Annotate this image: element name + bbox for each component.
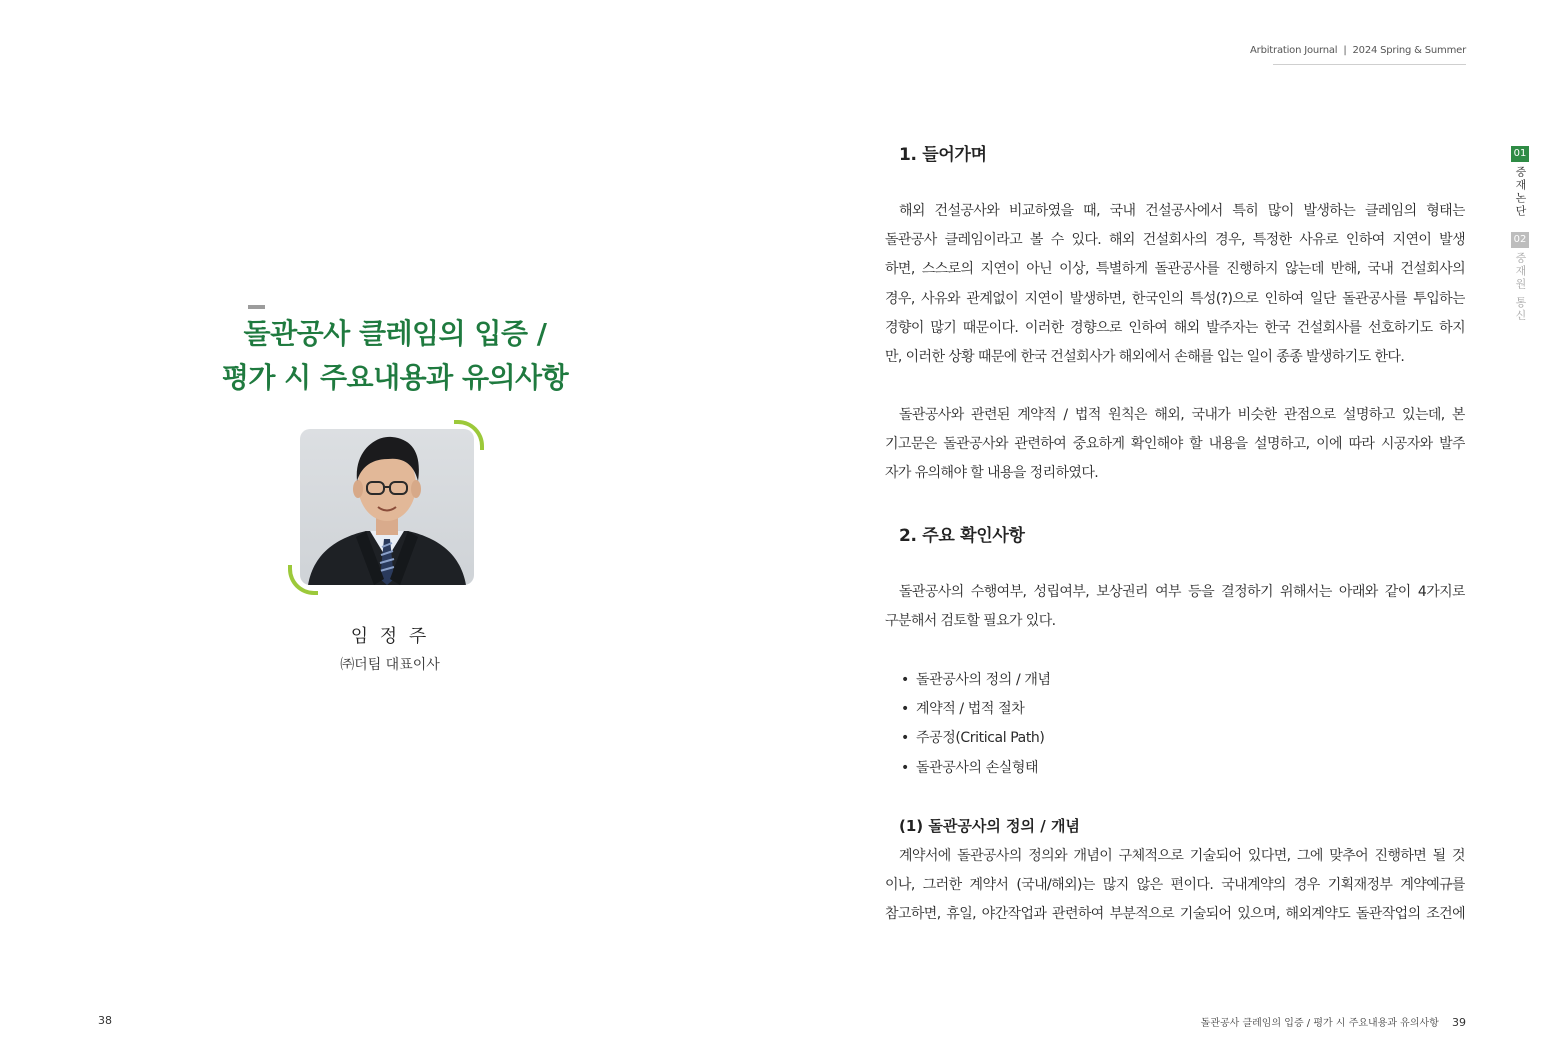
- list-item: • 돌관공사의 정의 / 개념: [901, 666, 1051, 695]
- running-header: [1250, 45, 1466, 56]
- list-item: • 돌관공사의 손실형태: [901, 754, 1051, 783]
- author-portrait-icon: [300, 429, 474, 585]
- paragraph-line: 돌관공사와 관련된 계약적 / 법적 원칙은 해외, 국내가 비슷한 관점으로 설명하고 있는데, 본: [899, 407, 1465, 423]
- article-title-line: 평가 시 주요내용과 유의사항: [221, 361, 569, 394]
- paragraph-line: 기고문은 돌관공사와 관련하여 중요하게 확인해야 할 내용을 설명하고, 이에 따라 시공자와 발주: [885, 436, 1465, 453]
- sub-heading: (1) 돌관공사의 정의 / 개념: [899, 817, 1080, 835]
- side-tab-label: 중재논단: [1514, 166, 1527, 218]
- article-title-line: 돌관공사 클레임의 입증 /: [243, 317, 547, 350]
- paragraph-line: 참고하면, 휴일, 야간작업과 관련하여 부분적으로 기술되어 있으며, 해외계약도 돌관작업의 조건에: [885, 906, 1465, 923]
- paragraph-line: 해외 건설공사와 비교하였을 때, 국내 건설공사에서 특히 많이 발생하는 클레임의 형태는: [899, 203, 1465, 219]
- paragraph-line: 경향이 많기 때문이다. 이러한 경향으로 인하여 해외 발주자는 한국 건설회사를 선호하기도 하지: [885, 319, 1465, 336]
- author-affiliation: ㈜더팀 대표이사: [340, 657, 440, 673]
- paragraph-line: 자가 유의해야 할 내용을 정리하였다.: [885, 465, 1099, 482]
- running-footer-title: 돌관공사 클레임의 입증 / 평가 시 주요내용과 유의사항: [1200, 1018, 1439, 1029]
- page-number-right: 39: [1452, 1016, 1466, 1029]
- running-footer: [1201, 1014, 1466, 1029]
- list-item: • 주공정(Critical Path): [901, 724, 1051, 753]
- paragraph-line: 이나, 그러한 계약서 (국내/해외)는 많지 않은 편이다. 국내계약의 경우 기획재정부 계약예규를: [885, 877, 1465, 894]
- section-heading: 2. 주요 확인사항: [899, 526, 1025, 546]
- paragraph-line: 만, 이러한 상황 때문에 한국 건설회사가 해외에서 손해를 입는 일이 종종 발생하기도 한다.: [885, 349, 1405, 366]
- side-tab-number: 01: [1511, 146, 1529, 162]
- side-tab-arbitration-forum[interactable]: [1511, 146, 1529, 218]
- author-photo-frame: [288, 420, 488, 600]
- section-heading: 1. 들어가며: [899, 145, 987, 165]
- paragraph-checklist-intro: [885, 578, 1465, 636]
- paragraph-line: 돌관공사 클레임이라고 볼 수 있다. 해외 건설회사의 경우, 특정한 사유로 인하여 지연이 발생: [885, 232, 1465, 249]
- paragraph-intro: [885, 197, 1465, 372]
- article-title: [160, 312, 630, 400]
- list-item: • 계약적 / 법적 절차: [901, 695, 1051, 724]
- side-tab-number: 02: [1511, 232, 1529, 248]
- paragraph-scope: [885, 401, 1465, 489]
- page-number-left: 38: [98, 1014, 112, 1027]
- issue-label: 2024 Spring & Summer: [1352, 45, 1466, 56]
- paragraph-line: 경우, 사유와 관계없이 지연이 발생하면, 한국인의 특성(?)으로 인하여 일단 돌관공사를 투입하는: [885, 290, 1465, 307]
- side-tab-label: 중재원 통신: [1514, 252, 1527, 323]
- header-separator: |: [1343, 45, 1347, 56]
- journal-name: Arbitration Journal: [1250, 45, 1338, 56]
- author-photo: [300, 429, 474, 585]
- paragraph-line: 하면, 스스로의 지연이 아닌 이상, 특별하게 돌관공사를 진행하지 않는데 반해, 국내 건설회사의: [885, 261, 1465, 278]
- paragraph-definition: [885, 842, 1465, 930]
- checklist: [901, 666, 1051, 783]
- paragraph-line: 돌관공사의 수행여부, 성립여부, 보상권리 여부 등을 결정하기 위해서는 아래와 같이 4가지로: [899, 584, 1465, 600]
- header-rule: [1273, 64, 1466, 65]
- side-tab-kcab-news[interactable]: [1511, 232, 1529, 323]
- author-name: 임 정 주: [350, 626, 430, 647]
- paragraph-line: 구분해서 검토할 필요가 있다.: [885, 613, 1056, 630]
- title-accent-bar: [248, 305, 265, 309]
- paragraph-line: 계약서에 돌관공사의 정의와 개념이 구체적으로 기술되어 있다면, 그에 맞추어 진행하면 될 것: [899, 848, 1465, 864]
